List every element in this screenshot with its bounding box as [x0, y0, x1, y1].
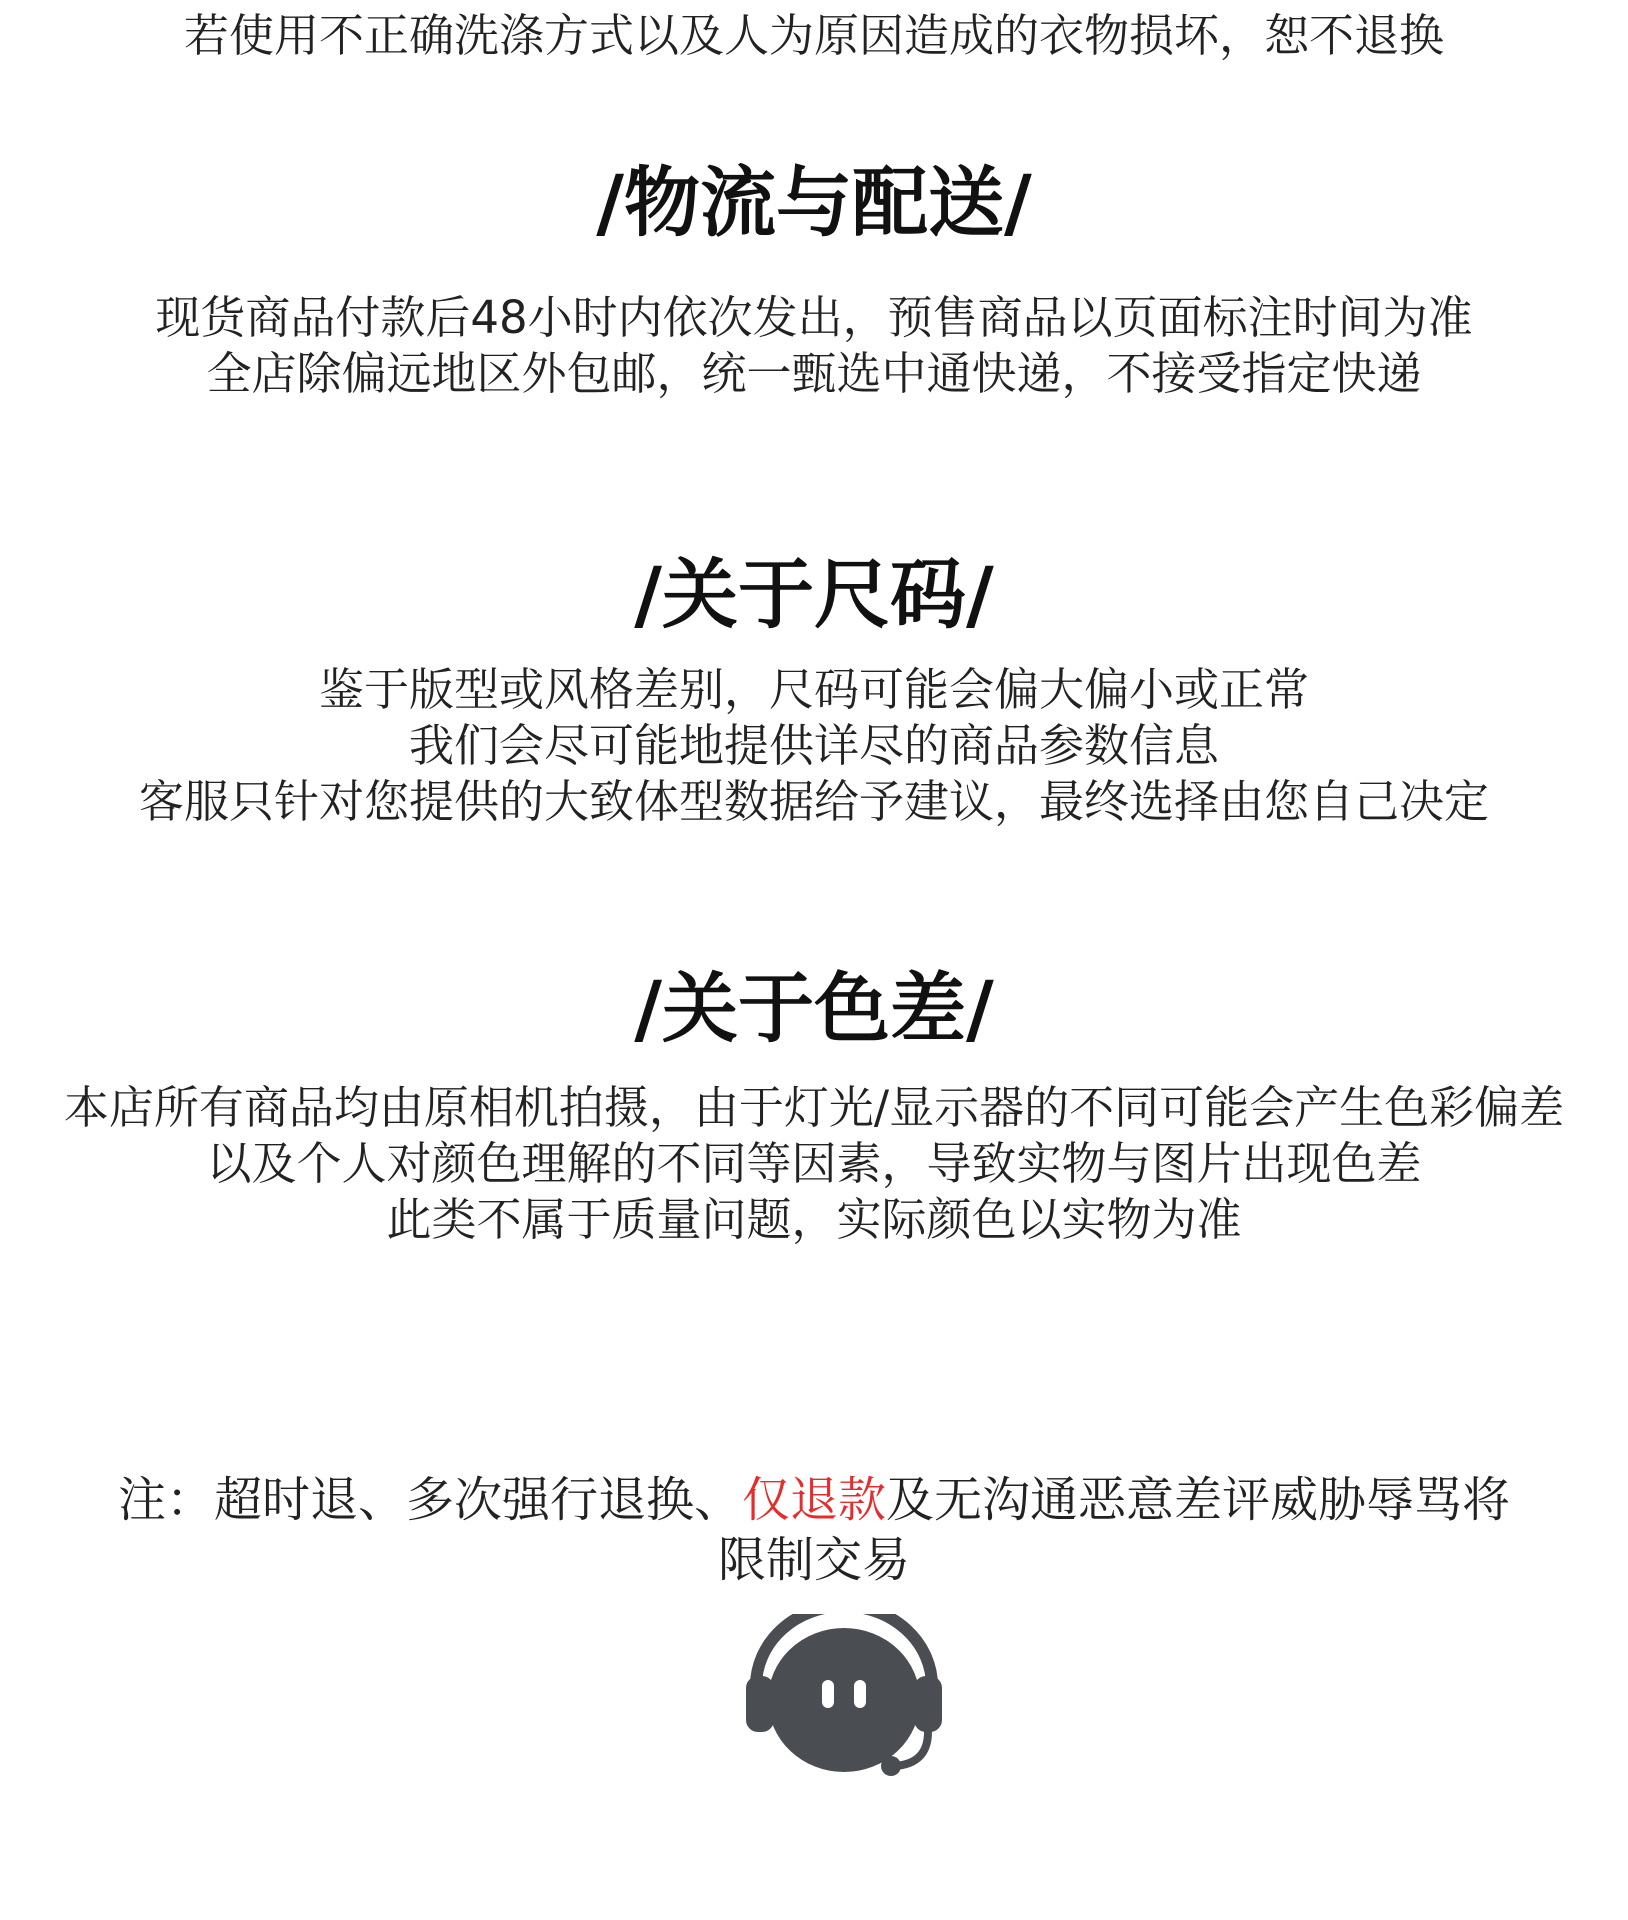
- shipping-line: 全店除偏远地区外包邮，统一甄选中通快递，不接受指定快递: [206, 347, 1422, 400]
- color-difference-line: 以及个人对颜色理解的不同等因素，导致实物与图片出现色差: [206, 1137, 1422, 1190]
- shipping-heading: /物流与配送/: [596, 158, 1032, 247]
- return-policy-text: 若使用不正确洗涤方式以及人为原因造成的衣物损坏，恕不退换: [183, 9, 1444, 62]
- sizing-line: 客服只针对您提供的大致体型数据给予建议，最终选择由您自己决定: [138, 775, 1489, 828]
- sizing-heading: /关于尺码/: [634, 550, 994, 639]
- sizing-line: 我们会尽可能地提供详尽的商品参数信息: [408, 719, 1219, 772]
- notice-prefix: 注：超时退、多次强行退换、: [117, 1472, 742, 1528]
- sizing-line: 鉴于版型或风格差别，尺码可能会偏大偏小或正常: [318, 663, 1309, 716]
- notice-line: [0, 1470, 1628, 1530]
- headset-robot-icon[interactable]: [744, 1614, 944, 1784]
- color-difference-line: 本店所有商品均由原相机拍摄，由于灯光/显示器的不同可能会产生色彩偏差: [63, 1081, 1565, 1134]
- color-difference-heading: /关于色差/: [634, 964, 994, 1053]
- shipping-line: 现货商品付款后48小时内依次发出，预售商品以页面标注时间为准: [155, 291, 1473, 344]
- notice-suffix: 及无沟通恶意差评威胁辱骂将: [886, 1472, 1511, 1528]
- notice-highlight: 仅退款: [741, 1472, 886, 1528]
- notice-line-2: 限制交易: [717, 1532, 910, 1588]
- color-difference-line: 此类不属于质量问题，实际颜色以实物为准: [386, 1193, 1242, 1246]
